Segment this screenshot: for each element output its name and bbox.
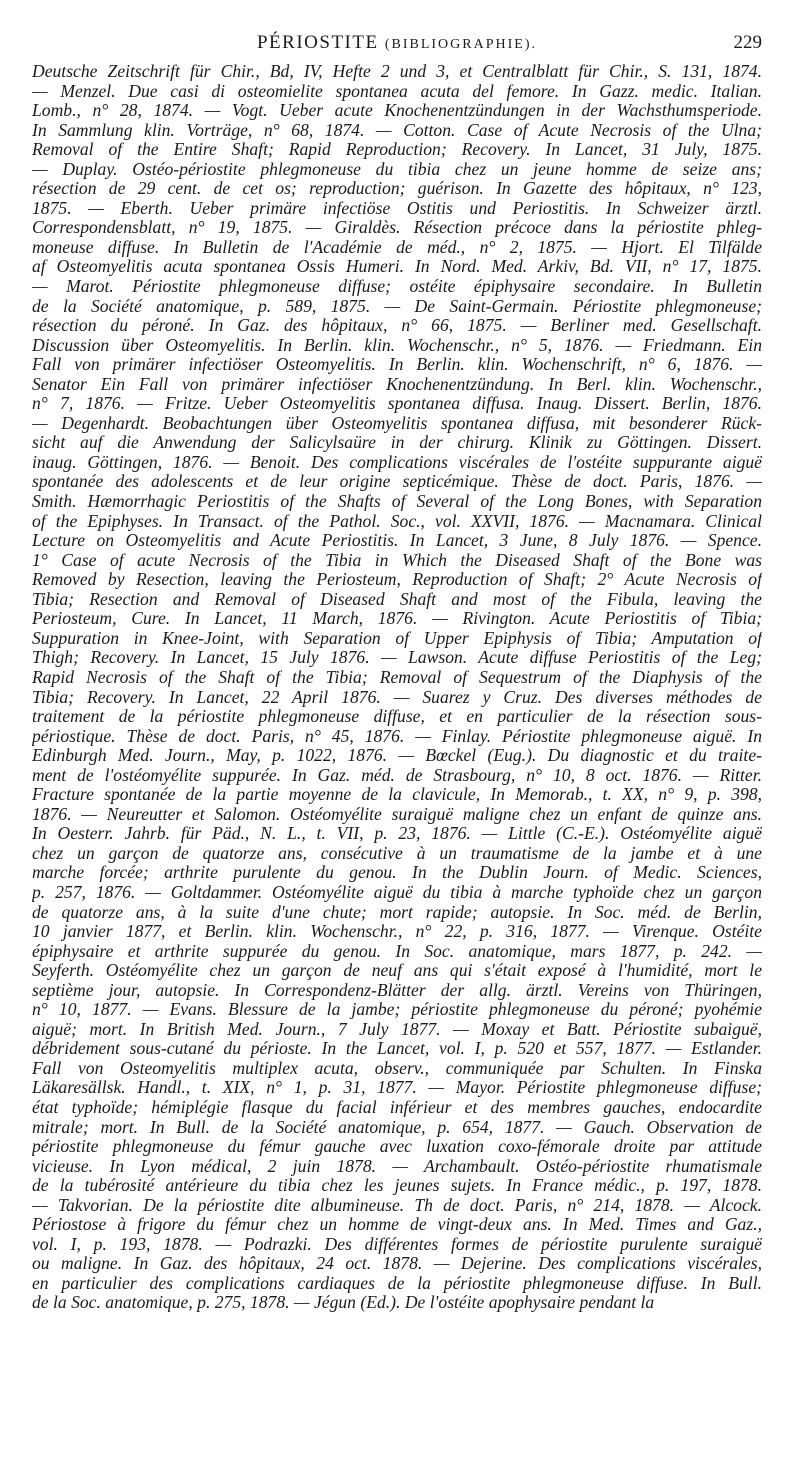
text-line: 1876. — Neureutter et Salomon. Ostéomyélite suraiguë maligne chez un enfant de quinze ans. <box>32 804 762 824</box>
text-line: de la Société anatomique, p. 589, 1875. — De Saint-Germain. Périostite phlegmoneuse; <box>32 296 762 316</box>
text-line: sicht auf die Anwendung der Salicylsaüre in der chirurg. Klinik zu Göttingen. Dissert. <box>32 433 762 453</box>
text-line: ou maligne. In Gaz. des hôpitaux, 24 oct. 1878. — Dejerine. Des complications viscérales, <box>32 1254 762 1274</box>
text-line: n° 7, 1876. — Fritze. Ueber Osteomyelitis spontanea diffusa. Inaug. Dissert. Berlin, 1876. <box>32 394 762 414</box>
text-line: inaug. Göttingen, 1876. — Benoit. Des complications viscérales de l'ostéite suppurante aiguë <box>32 452 762 472</box>
text-line: Tibia; Recovery. In Lancet, 22 April 1876. — Suarez y Cruz. Des diverses méthodes de <box>32 687 762 707</box>
text-line: Deutsche Zeitschrift für Chir., Bd, IV, Hefte 2 und 3, et Centralblatt für Chir., S. 131, 1874. <box>32 62 762 81</box>
text-line: périostite phlegmoneuse du fémur gauche avec luxation coxo-fémorale droite par attitude <box>32 1137 762 1157</box>
text-line: — Marot. Périostite phlegmoneuse diffuse; ostéite épiphysaire secondaire. In Bulletin <box>32 277 762 297</box>
text-line: n° 10, 1877. — Evans. Blessure de la jambe; périostite phlegmoneuse du péroné; pyohémie <box>32 1000 762 1020</box>
text-line: état typhoïde; hémiplégie flasque du facial inférieur et des membres gauches, endocardite <box>32 1097 762 1117</box>
text-line: de quatorze ans, à la suite d'une chute; mort rapide; autopsie. In Soc. méd. de Berlin, <box>32 902 762 922</box>
text-line: en particulier des complications cardiaques de la périostite phlegmoneuse diffuse. In Bull. <box>32 1273 762 1293</box>
text-line: Fall von Osteomyelitis multiplex acuta, observ., communiquée par Schulten. In Finska <box>32 1058 762 1078</box>
text-line: résection de 29 cent. de cet os; reproduction; guérison. In Gazette des hôpitaux, n° 123, <box>32 179 762 199</box>
page-header <box>32 26 762 54</box>
text-line: p. 257, 1876. — Goltdammer. Ostéomyélite aiguë du tibia à marche typhoïde chez un garçon <box>32 882 762 902</box>
text-line: Tibia; Resection and Removal of Diseased Shaft and most of the Fibula, leaving the <box>32 589 762 609</box>
text-line: of the Epiphyses. In Transact. of the Pathol. Soc., vol. XXVII, 1876. — Macnamara. Clinical <box>32 511 762 531</box>
text-line: spontanée des adolescents et de leur origine septicémique. Thèse de doct. Paris, 1876. — <box>32 472 762 492</box>
text-line: Fall von primärer infectiöser Osteomyelitis. In Berlin. klin. Wochenschrift, n° 6, 1876. — <box>32 355 762 375</box>
text-line: Discussion über Osteomyelitis. In Berlin. klin. Wochenschr., n° 5, 1876. — Friedmann. Ein <box>32 335 762 355</box>
text-line: mitrale; mort. In Bull. de la Société anatomique, p. 654, 1877. — Gauch. Observation de <box>32 1117 762 1137</box>
text-line: vol. I, p. 193, 1878. — Podrazki. Des différentes formes de périostite purulente suraiguë <box>32 1234 762 1254</box>
text-line: ment de l'ostéomyélite suppurée. In Gaz. méd. de Strasbourg, n° 10, 8 oct. 1876. — Ritter. <box>32 765 762 785</box>
text-line: Removed by Resection, leaving the Periosteum, Reproduction of Shaft; 2° Acute Necrosis of <box>32 570 762 590</box>
text-line: résection du péroné. In Gaz. des hôpitaux, n° 66, 1875. — Berliner med. Gesellschaft. <box>32 316 762 336</box>
text-line: Correspondensblatt, n° 19, 1875. — Giraldès. Résection précoce dans la périostite phleg- <box>32 218 762 238</box>
text-line: vicieuse. In Lyon médical, 2 juin 1878. — Archambault. Ostéo-périostite rhumatismale <box>32 1156 762 1176</box>
text-line: Thigh; Recovery. In Lancet, 15 July 1876. — Lawson. Acute diffuse Periostitis of the Leg; <box>32 648 762 668</box>
text-line: Lomb., n° 28, 1874. — Vogt. Ueber acute Knochenentzündungen in der Wachsthumsperiode. <box>32 101 762 121</box>
text-line: — Degenhardt. Beobachtungen über Osteomyelitis spontanea diffusa, mit besonderer Rück- <box>32 413 762 433</box>
text-line: Edinburgh Med. Journ., May, p. 1022, 1876. — Bœckel (Eug.). Du diagnostic et du traite- <box>32 746 762 766</box>
running-title <box>32 32 762 54</box>
text-line: 1° Case of acute Necrosis of the Tibia in Which the Diseased Shaft of the Bone was <box>32 550 762 570</box>
text-line: Lecture on Osteomyelitis and Acute Periostitis. In Lancet, 3 June, 8 July 1876. — Spence. <box>32 531 762 551</box>
text-line: épiphysaire et arthrite suppurée du genou. In Soc. anatomique, mars 1877, p. 242. — <box>32 941 762 961</box>
text-line: Seyferth. Ostéomyélite chez un garçon de neuf ans qui s'était exposé à l'humidité, mort le <box>32 961 762 981</box>
page-number: 229 <box>733 32 762 53</box>
text-line: In Sammlung klin. Vorträge, n° 68, 1874. — Cotton. Case of Acute Necrosis of the Ulna; <box>32 120 762 140</box>
text-line: Suppuration in Knee-Joint, with Separation of Upper Epiphysis of Tibia; Amputation of <box>32 628 762 648</box>
text-line: de la tubérosité antérieure du tibia chez les jeunes sujets. In France médic., p. 197, 1878. <box>32 1176 762 1196</box>
text-line: Senator Ein Fall von primärer infectiöser Knochenentzündung. In Berl. klin. Wochenschr., <box>32 374 762 394</box>
text-line: septième jour, autopsie. In Correspondenz-Blätter der allg. ärztl. Vereins von Thüringen, <box>32 980 762 1000</box>
text-line: Rapid Necrosis of the Shaft of the Tibia; Removal of Sequestrum of the Diaphysis of the <box>32 667 762 687</box>
text-line: de la Soc. anatomique, p. 275, 1878. — Jégun (Ed.). De l'ostéite apophysaire pendant la <box>32 1293 655 1313</box>
running-title-text: PÉRIOSTITE <box>256 32 379 53</box>
text-line: débridement sous-cutané du périoste. In the Lancet, vol. I, p. 520 et 557, 1877. — Estlander. <box>32 1039 762 1059</box>
text-line: aiguë; mort. In British Med. Journ., 7 July 1877. — Moxay et Batt. Périostite subaiguë, <box>32 1019 762 1039</box>
text-line: marche forcée; arthrite purulente du genou. In the Dublin Journ. of Medic. Sciences, <box>32 863 762 883</box>
bibliography-text <box>32 62 762 1313</box>
text-line: — Duplay. Ostéo-périostite phlegmoneuse du tibia chez un jeune homme de seize ans; <box>32 159 762 179</box>
text-line: In Oesterr. Jahrb. für Päd., N. L., t. VII, p. 23, 1876. — Little (C.-E.). Ostéomyélite aiguë <box>32 824 762 844</box>
text-line: Périostose à frigore du fémur chez un homme de vingt-deux ans. In Med. Times and Gaz., <box>32 1215 762 1235</box>
text-line: chez un garçon de quatorze ans, consécutive à un traumatisme de la jambe et à une <box>32 843 762 863</box>
text-line: — Menzel. Due casi di osteomielite spontanea acuta del femore. In Gazz. medic. Italian. <box>32 81 762 101</box>
text-line: moneuse diffuse. In Bulletin de l'Académie de méd., n° 2, 1875. — Hjort. El Tilfälde <box>32 237 762 257</box>
running-title-subtitle: (BIBLIOGRAPHIE). <box>384 37 537 52</box>
text-line: Läkaresällsk. Handl., t. XIX, n° 1, p. 31, 1877. — Mayor. Périostite phlegmoneuse diffuse; <box>32 1078 762 1098</box>
text-line: — Takvorian. De la périostite dite albumineuse. Th de doct. Paris, n° 214, 1878. — Alcock. <box>32 1195 762 1215</box>
text-line: 10 janvier 1877, et Berlin. klin. Wochenschr., n° 22, p. 316, 1877. — Virenque. Ostéite <box>32 922 762 942</box>
text-line: Removal of the Entire Shaft; Rapid Reproduction; Recovery. In Lancet, 31 July, 1875. <box>32 140 762 160</box>
text-line: 1875. — Eberth. Ueber primäre infectiöse Ostitis und Periostitis. In Schweizer ärztl. <box>32 198 762 218</box>
text-line: traitement de la périostite phlegmoneuse diffuse, et en particulier de la résection sous- <box>32 707 762 727</box>
text-line: périostique. Thèse de doct. Paris, n° 45, 1876. — Finlay. Périostite phlegmoneuse aiguë. In <box>32 726 762 746</box>
text-line: Fracture spontanée de la partie moyenne de la clavicule, In Memorab., t. XX, n° 9, p. 398, <box>32 785 762 805</box>
text-line: Smith. Hæmorrhagic Periostitis of the Shafts of Several of the Long Bones, with Separation <box>32 492 762 512</box>
text-line: af Osteomyelitis acuta spontanea Ossis Humeri. In Nord. Med. Arkiv, Bd. VII, n° 17, 1875. <box>32 257 762 277</box>
text-line: Periosteum, Cure. In Lancet, 11 March, 1876. — Rivington. Acute Periostitis of Tibia; <box>32 609 762 629</box>
